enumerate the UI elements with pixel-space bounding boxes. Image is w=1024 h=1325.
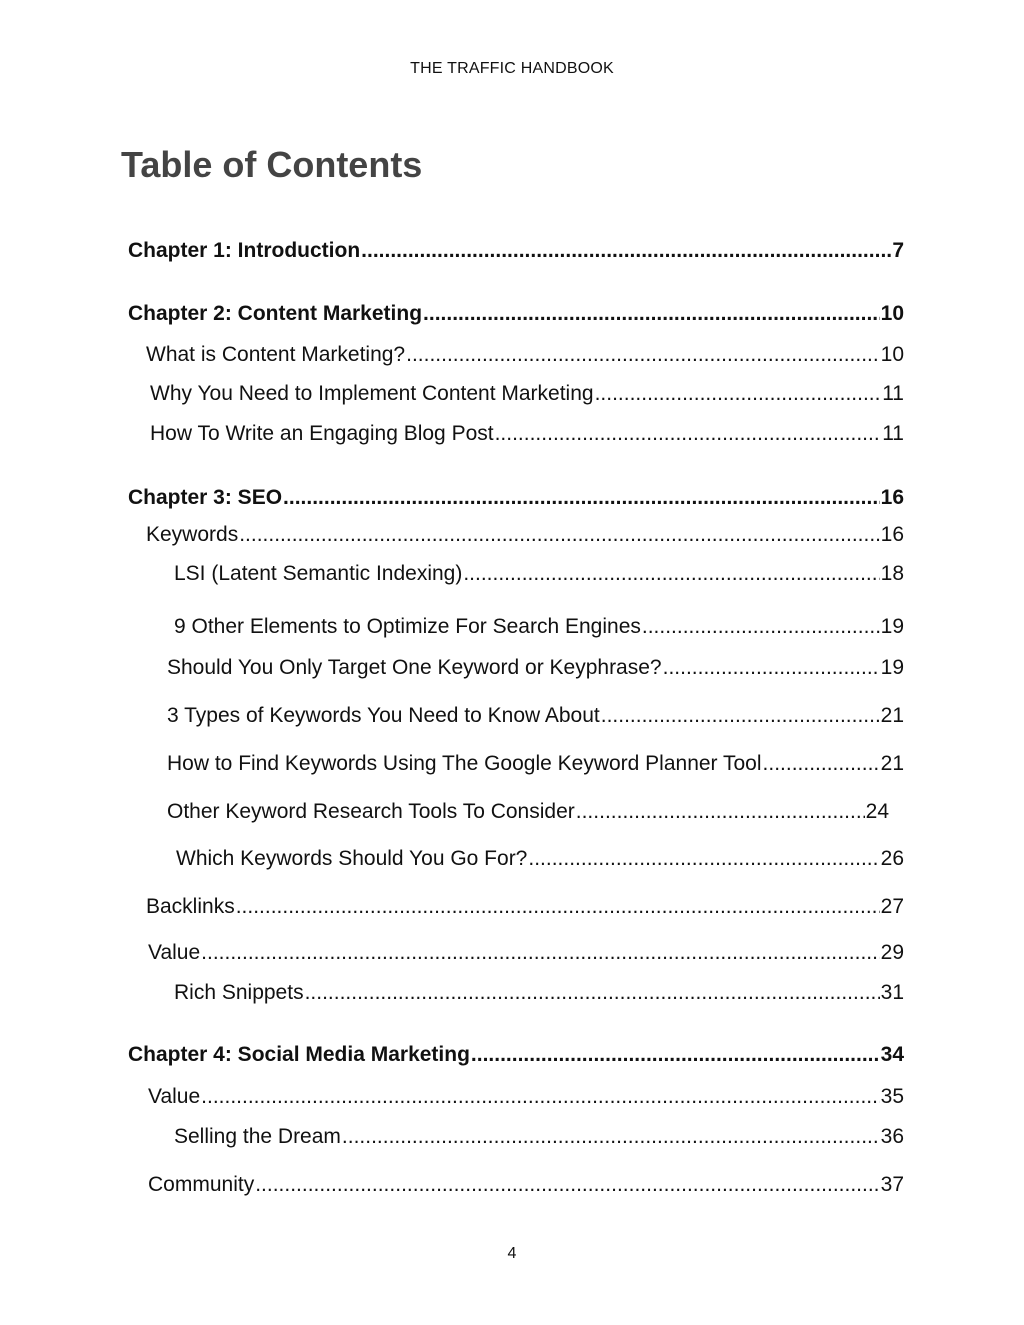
- dot-leader: [528, 846, 879, 872]
- toc-label: Value: [148, 1085, 201, 1108]
- toc-chapter-4[interactable]: [128, 1042, 904, 1068]
- toc-page-number: 29: [880, 941, 904, 964]
- dot-leader: [663, 655, 880, 681]
- toc-label: Why You Need to Implement Content Marketing: [150, 382, 594, 405]
- toc-section[interactable]: [150, 421, 904, 447]
- toc-page-number: 35: [880, 1085, 904, 1108]
- toc-page-number: 18: [880, 562, 904, 585]
- toc-label: Value: [148, 941, 201, 964]
- toc-page-number: 36: [880, 1125, 904, 1148]
- dot-leader: [305, 980, 880, 1006]
- dot-leader: [576, 799, 865, 825]
- page-number: 4: [507, 1245, 517, 1262]
- toc-label: Other Keyword Research Tools To Consider: [167, 800, 575, 823]
- dot-leader: [361, 238, 891, 264]
- dot-leader: [255, 1172, 879, 1198]
- dot-leader: [201, 940, 879, 966]
- page-title: Table of Contents: [121, 144, 423, 185]
- toc-section[interactable]: [146, 894, 904, 920]
- toc-label: 9 Other Elements to Optimize For Search Engines: [174, 615, 641, 638]
- toc-label: Keywords: [146, 523, 239, 546]
- toc-page-number: 37: [880, 1173, 904, 1196]
- toc-label: What is Content Marketing?: [146, 343, 406, 366]
- toc-label: Chapter 1: Introduction: [128, 239, 361, 262]
- toc-section[interactable]: [148, 940, 904, 966]
- toc-subsection[interactable]: [174, 980, 904, 1006]
- toc-page-number: 10: [880, 343, 904, 366]
- toc-label: LSI (Latent Semantic Indexing): [174, 562, 463, 585]
- dot-leader: [342, 1124, 880, 1150]
- toc-page-number: 24: [865, 800, 889, 823]
- toc-label: Chapter 3: SEO: [128, 486, 283, 509]
- toc-page-number: 21: [880, 752, 904, 775]
- toc-label: Selling the Dream: [174, 1125, 341, 1148]
- dot-leader: [463, 561, 879, 587]
- dot-leader: [283, 485, 880, 511]
- dot-leader: [406, 342, 880, 368]
- toc-subsection[interactable]: [167, 751, 904, 777]
- toc-page-number: 16: [880, 523, 904, 546]
- dot-leader: [239, 522, 879, 548]
- toc-subsection[interactable]: [167, 655, 904, 681]
- toc-subsection[interactable]: [176, 846, 904, 872]
- dot-leader: [642, 614, 880, 640]
- toc-section[interactable]: [148, 1084, 904, 1110]
- toc-section[interactable]: [146, 342, 904, 368]
- toc-page-number: 26: [880, 847, 904, 870]
- toc-subsection[interactable]: [167, 703, 904, 729]
- toc-label: 3 Types of Keywords You Need to Know About: [167, 704, 600, 727]
- dot-leader: [423, 301, 880, 327]
- dot-leader: [201, 1084, 879, 1110]
- toc-chapter-1[interactable]: [128, 238, 904, 264]
- running-header: THE TRAFFIC HANDBOOK: [410, 60, 614, 77]
- dot-leader: [471, 1042, 880, 1068]
- toc-subsection[interactable]: [174, 614, 904, 640]
- toc-page-number: 34: [880, 1043, 904, 1066]
- toc-label: Which Keywords Should You Go For?: [176, 847, 528, 870]
- toc-page-number: 27: [880, 895, 904, 918]
- toc-subsection[interactable]: [174, 1124, 904, 1150]
- toc-label: How To Write an Engaging Blog Post: [150, 422, 494, 445]
- toc-page-number: 16: [880, 486, 904, 509]
- dot-leader: [601, 703, 880, 729]
- toc-subsection[interactable]: [174, 561, 904, 587]
- toc-chapter-2[interactable]: [128, 301, 904, 327]
- toc-chapter-3[interactable]: [128, 485, 904, 511]
- toc-page-number: 10: [880, 302, 904, 325]
- dot-leader: [495, 421, 882, 447]
- toc-page-number: 11: [882, 382, 904, 405]
- toc-section[interactable]: [150, 381, 904, 407]
- toc-page-number: 19: [880, 615, 904, 638]
- toc-subsection[interactable]: [167, 799, 889, 825]
- toc-page-number: 7: [892, 239, 904, 262]
- toc-label: Chapter 2: Content Marketing: [128, 302, 423, 325]
- toc-label: Backlinks: [146, 895, 235, 918]
- dot-leader: [763, 751, 880, 777]
- toc-page-number: 21: [880, 704, 904, 727]
- toc-label: Community: [148, 1173, 255, 1196]
- dot-leader: [236, 894, 880, 920]
- toc-label: How to Find Keywords Using The Google Keyword Planner Tool: [167, 752, 762, 775]
- dot-leader: [595, 381, 882, 407]
- toc-label: Should You Only Target One Keyword or Keyphrase?: [167, 656, 662, 679]
- toc-label: Chapter 4: Social Media Marketing: [128, 1043, 470, 1066]
- toc-page-number: 31: [880, 981, 904, 1004]
- toc-page-number: 19: [880, 656, 904, 679]
- toc-section[interactable]: [146, 522, 904, 548]
- toc-page-number: 11: [882, 422, 904, 445]
- toc-label: Rich Snippets: [174, 981, 304, 1004]
- toc-section[interactable]: [148, 1172, 904, 1198]
